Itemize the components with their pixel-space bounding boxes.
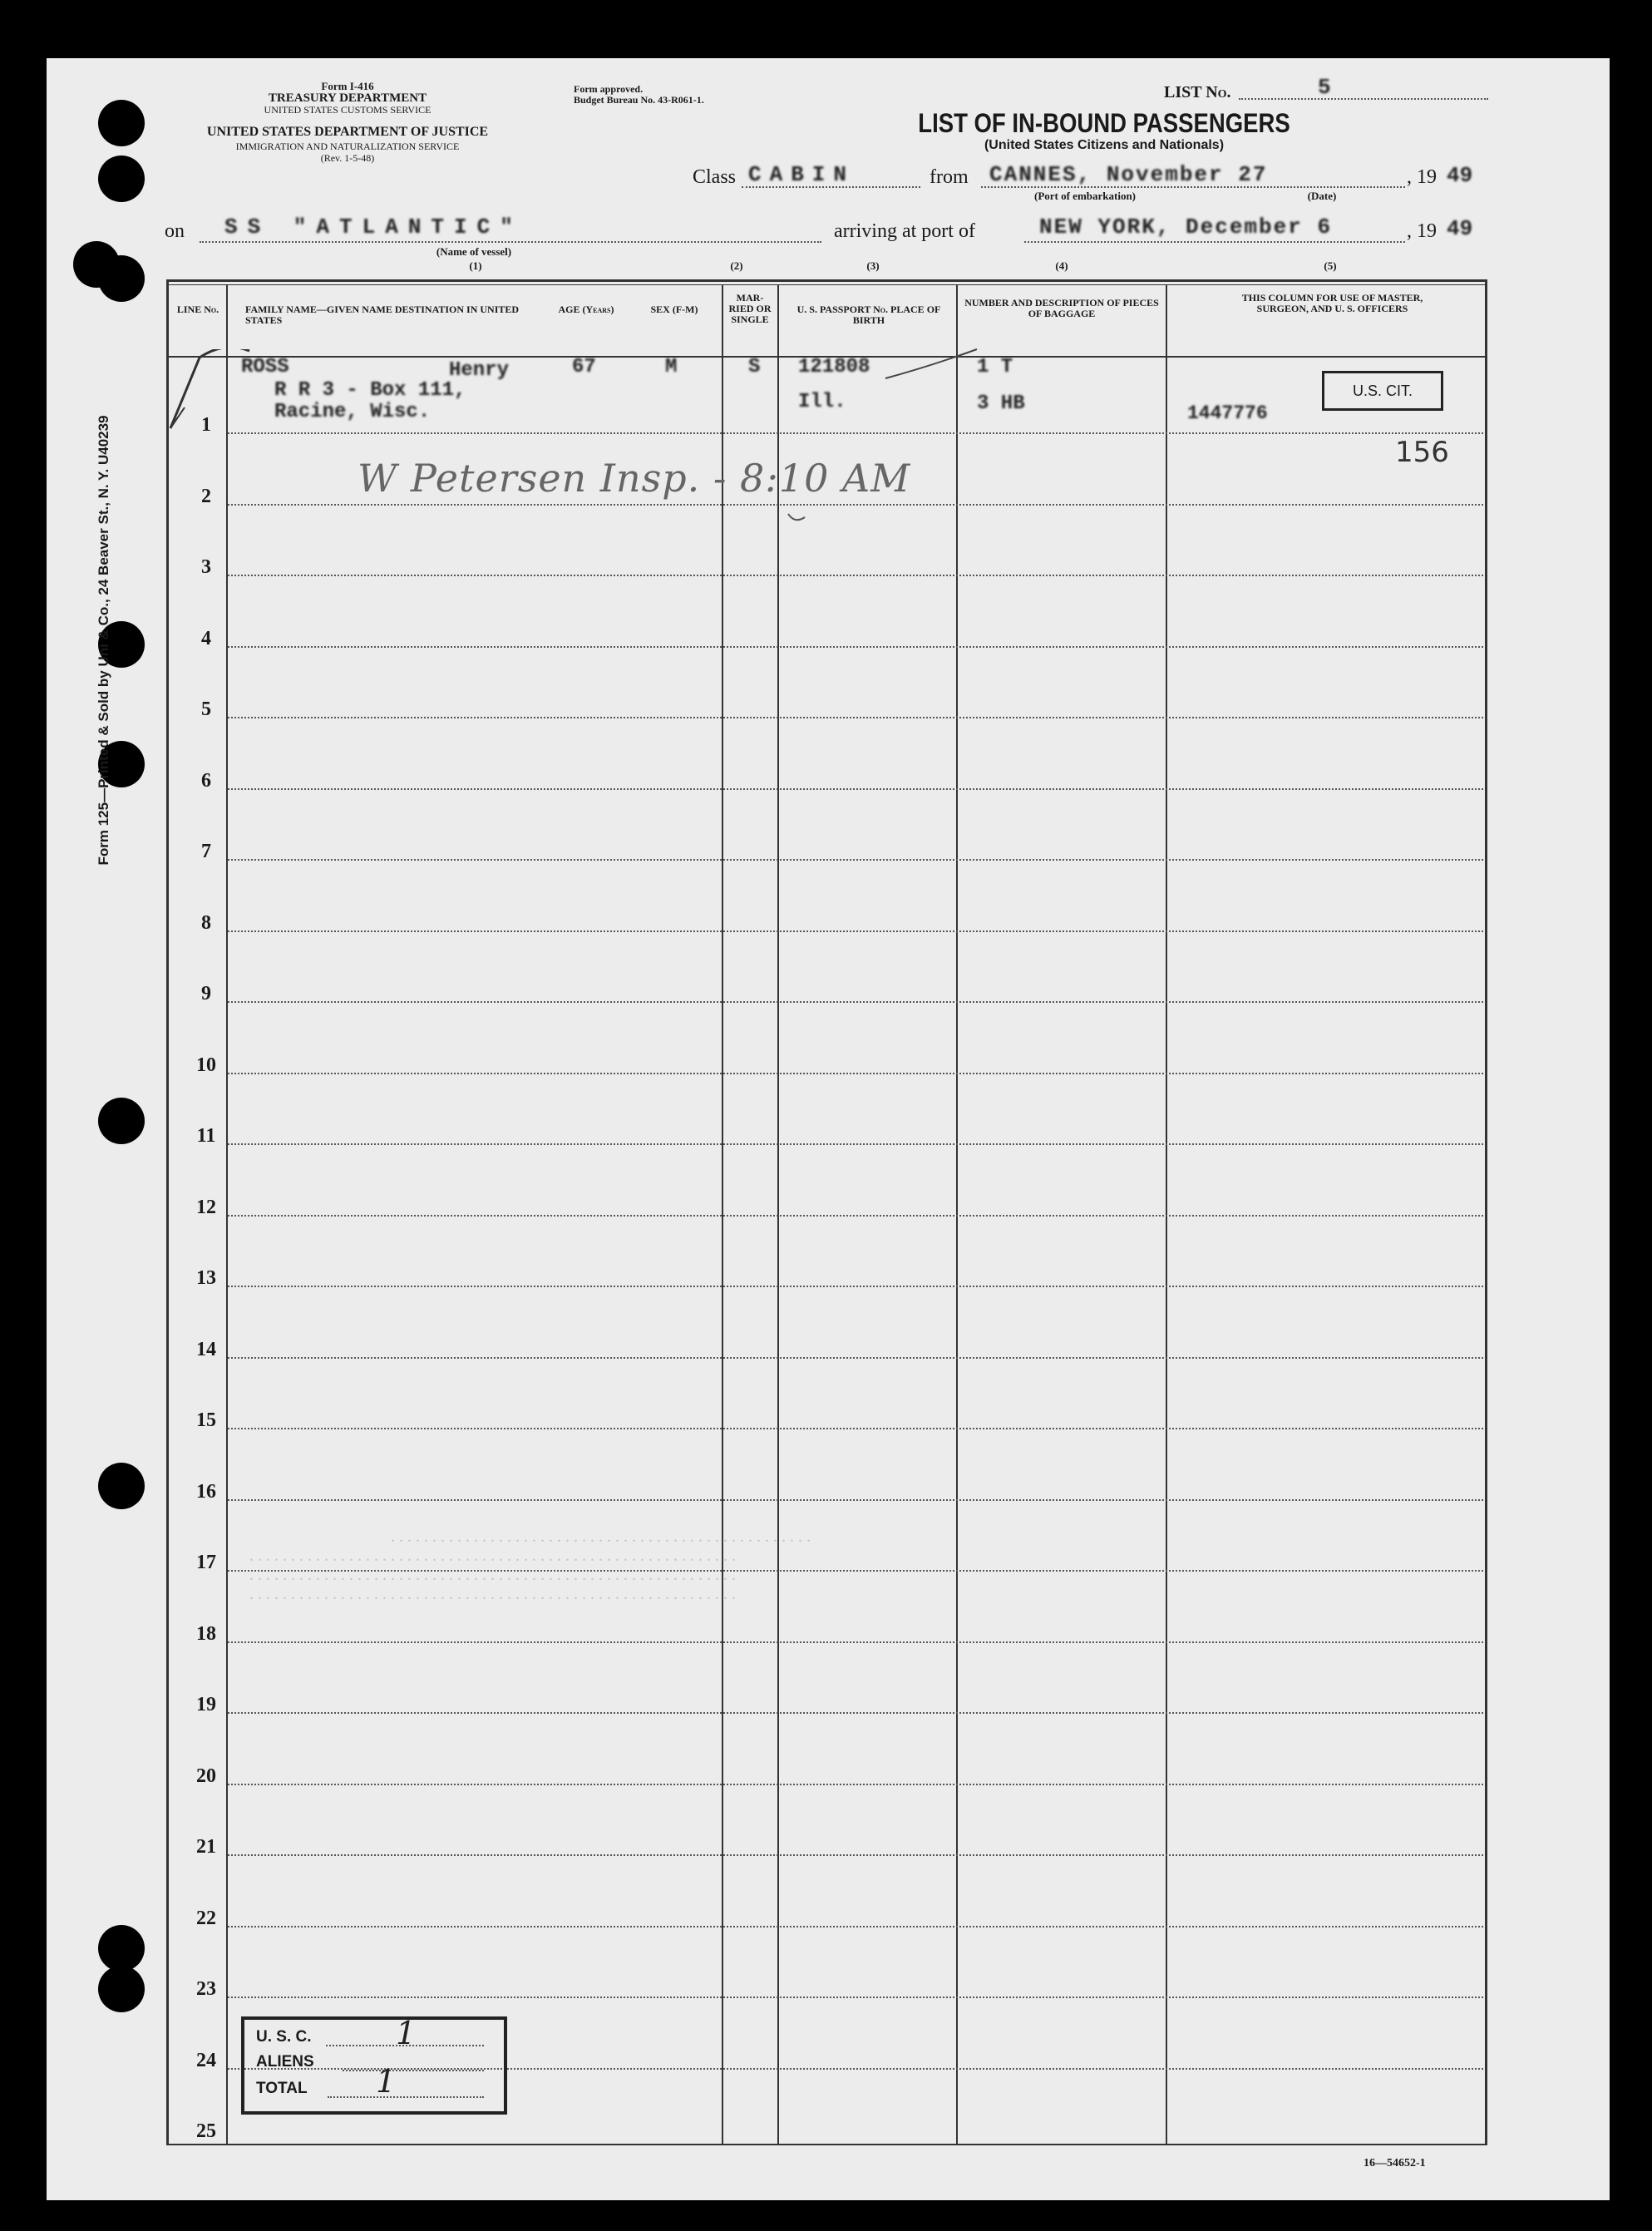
summary-usc-value: 1 <box>396 2015 417 2051</box>
row-line <box>228 788 1483 790</box>
vessel-value: SS "ATLANTIC" <box>224 215 523 239</box>
summary-total-line <box>328 2096 484 2098</box>
year-suffix-1: 49 <box>1447 163 1473 188</box>
summary-usc-row <box>256 2028 312 2046</box>
list-no-value: 5 <box>1318 75 1331 100</box>
row-line <box>228 930 1483 932</box>
row-line <box>228 504 1483 506</box>
row-line <box>228 1357 1483 1359</box>
row-line <box>228 1428 1483 1429</box>
line-number: 23 <box>196 1978 216 2000</box>
line-number: 3 <box>201 556 211 578</box>
col-divider <box>1166 284 1167 2144</box>
summary-total-row <box>256 2080 308 2098</box>
line-number: 5 <box>201 698 211 720</box>
row-line <box>228 1073 1483 1074</box>
line-number: 24 <box>196 2050 216 2071</box>
us-citizen-stamp <box>1322 371 1443 411</box>
table-right-border <box>1485 279 1487 2145</box>
line-number: 7 <box>201 841 211 862</box>
revision-label: (Rev. 1-5-48) <box>320 152 375 164</box>
port-embarkation-caption: (Port of embarkation) <box>1033 190 1137 202</box>
table-top-border-inner <box>166 284 1487 285</box>
line-number: 4 <box>201 628 211 649</box>
line-number: 21 <box>196 1836 216 1858</box>
header-name: FAMILY NAME—GIVEN NAME DESTINATION IN UNITED STATES <box>245 304 520 326</box>
class-value: CABIN <box>748 162 856 187</box>
col-divider <box>956 284 958 2144</box>
ins-label: IMMIGRATION AND NATURALIZATION SERVICE <box>235 141 460 152</box>
justice-label: UNITED STATES DEPARTMENT OF JUSTICE <box>206 125 489 139</box>
entry-age: 67 <box>572 356 596 378</box>
row-line <box>228 1997 1483 1998</box>
header-sex: SEX (F-M) <box>650 304 698 315</box>
page-subtitle: (United States Citizens and Nationals) <box>984 138 1225 152</box>
summary-usc-label: U. S. C. <box>256 2028 312 2046</box>
row-line <box>228 1712 1483 1714</box>
list-no-label: LIST No. <box>1164 83 1231 101</box>
summary-total-label: TOTAL <box>256 2080 308 2097</box>
line-number: 17 <box>196 1552 216 1573</box>
row-line <box>228 717 1483 718</box>
year-prefix-2: , 19 <box>1407 220 1437 242</box>
summary-stamp <box>241 2016 507 2115</box>
treasury-label: TREASURY DEPARTMENT <box>268 91 427 105</box>
col-num-2: (2) <box>730 259 743 272</box>
handwritten-number: 156 <box>1395 436 1449 469</box>
header-age: AGE (Years) <box>558 304 614 315</box>
list-no-dotline <box>1239 98 1488 100</box>
line-number: 11 <box>196 1125 216 1147</box>
row-line <box>228 1784 1483 1785</box>
year-prefix-1: , 19 <box>1407 166 1437 188</box>
row-line <box>228 1854 1483 1856</box>
row-line <box>228 646 1483 648</box>
page-title: LIST OF IN-BOUND PASSENGERS <box>918 108 1290 138</box>
punch-hole <box>98 155 145 202</box>
line-number: 25 <box>196 2120 216 2142</box>
vessel-caption: (Name of vessel) <box>436 245 512 258</box>
customs-label: UNITED STATES CUSTOMS SERVICE <box>264 104 431 116</box>
col-num-5: (5) <box>1324 259 1337 272</box>
col-divider <box>722 284 723 2144</box>
form-approved: Form approved. <box>574 83 644 95</box>
line-number: 10 <box>196 1054 216 1076</box>
line-number: 12 <box>196 1197 216 1218</box>
header-married: MAR- RIED OR SINGLE <box>728 292 772 325</box>
punch-hole <box>98 255 145 302</box>
line-number: 9 <box>201 983 211 1004</box>
line-number: 2 <box>201 486 211 507</box>
row-line <box>228 859 1483 861</box>
entry-baggage-2: 3 HB <box>977 392 1025 415</box>
date-caption: (Date) <box>1307 190 1337 202</box>
entry-birthplace: Ill. <box>798 391 846 413</box>
line-number: 19 <box>196 1694 216 1715</box>
arrival-dotline <box>1024 241 1405 243</box>
arrival-value: NEW YORK, December 6 <box>1039 215 1333 239</box>
check-mark-icon <box>166 349 258 441</box>
line-number: 14 <box>196 1339 216 1360</box>
us-citizen-stamp-text: U.S. CIT. <box>1352 382 1413 399</box>
entry-surname: ROSS <box>241 356 289 378</box>
punch-hole <box>98 1098 145 1144</box>
punch-hole <box>98 1463 145 1509</box>
header-passport: U. S. PASSPORT No. PLACE OF BIRTH <box>796 304 941 326</box>
col-num-3: (3) <box>866 259 880 272</box>
row-line <box>228 575 1483 576</box>
col-num-1: (1) <box>469 259 482 272</box>
summary-total-value: 1 <box>376 2063 397 2100</box>
row-line <box>228 1215 1483 1217</box>
header-baggage: NUMBER AND DESCRIPTION OF PIECES OF BAGGAGE <box>964 297 1159 319</box>
line-number: 13 <box>196 1267 216 1289</box>
pen-stroke <box>782 499 815 532</box>
col-num-4: (4) <box>1055 259 1068 272</box>
arriving-label: arriving at port of <box>834 220 975 242</box>
table-bottom-border <box>166 2144 1487 2145</box>
class-label: Class <box>693 166 737 188</box>
header-officers: THIS COLUMN FOR USE OF MASTER, SURGEON, AND U. S. OFFICERS <box>1241 292 1423 314</box>
table-left-border <box>166 279 169 2145</box>
entry-passport: 121808 <box>798 356 870 378</box>
entry-sex: M <box>665 356 678 378</box>
line-number: 22 <box>196 1908 216 1929</box>
punch-hole <box>98 1925 145 1972</box>
handwritten-inspector-note: W Petersen Insp. - 8:10 AM <box>358 456 911 501</box>
line-number: 18 <box>196 1623 216 1645</box>
entry-baggage-1: 1 T <box>977 356 1013 378</box>
vessel-dotline <box>200 241 821 243</box>
punch-hole <box>98 1966 145 2012</box>
row-line <box>228 432 1483 434</box>
row-line <box>228 1001 1483 1003</box>
line-number: 6 <box>201 770 211 792</box>
summary-aliens-label: ALIENS <box>256 2053 314 2071</box>
printer-side-text: Form 125—Printed & Sold by Uni & Co., 24 Beaver St., N. Y. U40239 <box>96 415 111 866</box>
row-line <box>228 1286 1483 1287</box>
col-divider <box>226 284 228 2144</box>
year-suffix-2: 49 <box>1447 216 1473 241</box>
entry-given-name: Henry <box>449 359 510 382</box>
summary-aliens-row <box>256 2053 314 2071</box>
punch-hole <box>98 100 145 146</box>
entry-officer-number: 1447776 <box>1187 402 1268 424</box>
pen-stroke <box>881 341 981 391</box>
line-number: 16 <box>196 1481 216 1503</box>
line-number: 15 <box>196 1409 216 1431</box>
row-line <box>228 1499 1483 1501</box>
entry-address-line-1: R R 3 - Box 111, <box>274 379 466 402</box>
bleed-through-text: . . . . . . . . . . . . . . . . . . . . . . . . . . . . . . . . . . . . . . . . . . . . . . . . . . . . . . . . . . . . . . . . . . . . . . . . . . . . . . . . . . . . . . . . . . . . . . . . . . . . . . . . . . . . . . . . . . . . . . . . . . . . . . . . . . . . . . . . . . . . . . . . . . . . . . . . . . . . . . . . . . . . . . . . . . . . . . . . . . . . . . . . . . . . . . . . . . . . . . . . . . . . . . . . . . . . . . . . . . . . . . . . . . . . <box>249 1528 811 1603</box>
line-number: 8 <box>201 912 211 934</box>
entry-married: S <box>748 356 761 378</box>
form-number: Form I-416 <box>321 80 374 92</box>
table-top-border <box>166 279 1487 282</box>
footer-code: 16—54652-1 <box>1364 2157 1426 2169</box>
budget-bureau: Budget Bureau No. 43-R061-1. <box>574 94 704 106</box>
line-number: 1 <box>201 414 211 436</box>
entry-address-line-2: Racine, Wisc. <box>274 401 431 423</box>
from-value: CANNES, November 27 <box>989 162 1268 187</box>
header-line-no: LINE No. <box>176 304 219 315</box>
col-divider <box>777 284 779 2144</box>
row-line <box>228 1926 1483 1927</box>
line-number: 20 <box>196 1765 216 1787</box>
summary-aliens-line <box>343 2070 484 2071</box>
row-line <box>228 1143 1483 1145</box>
on-label: on <box>165 220 185 242</box>
from-label: from <box>930 166 969 188</box>
